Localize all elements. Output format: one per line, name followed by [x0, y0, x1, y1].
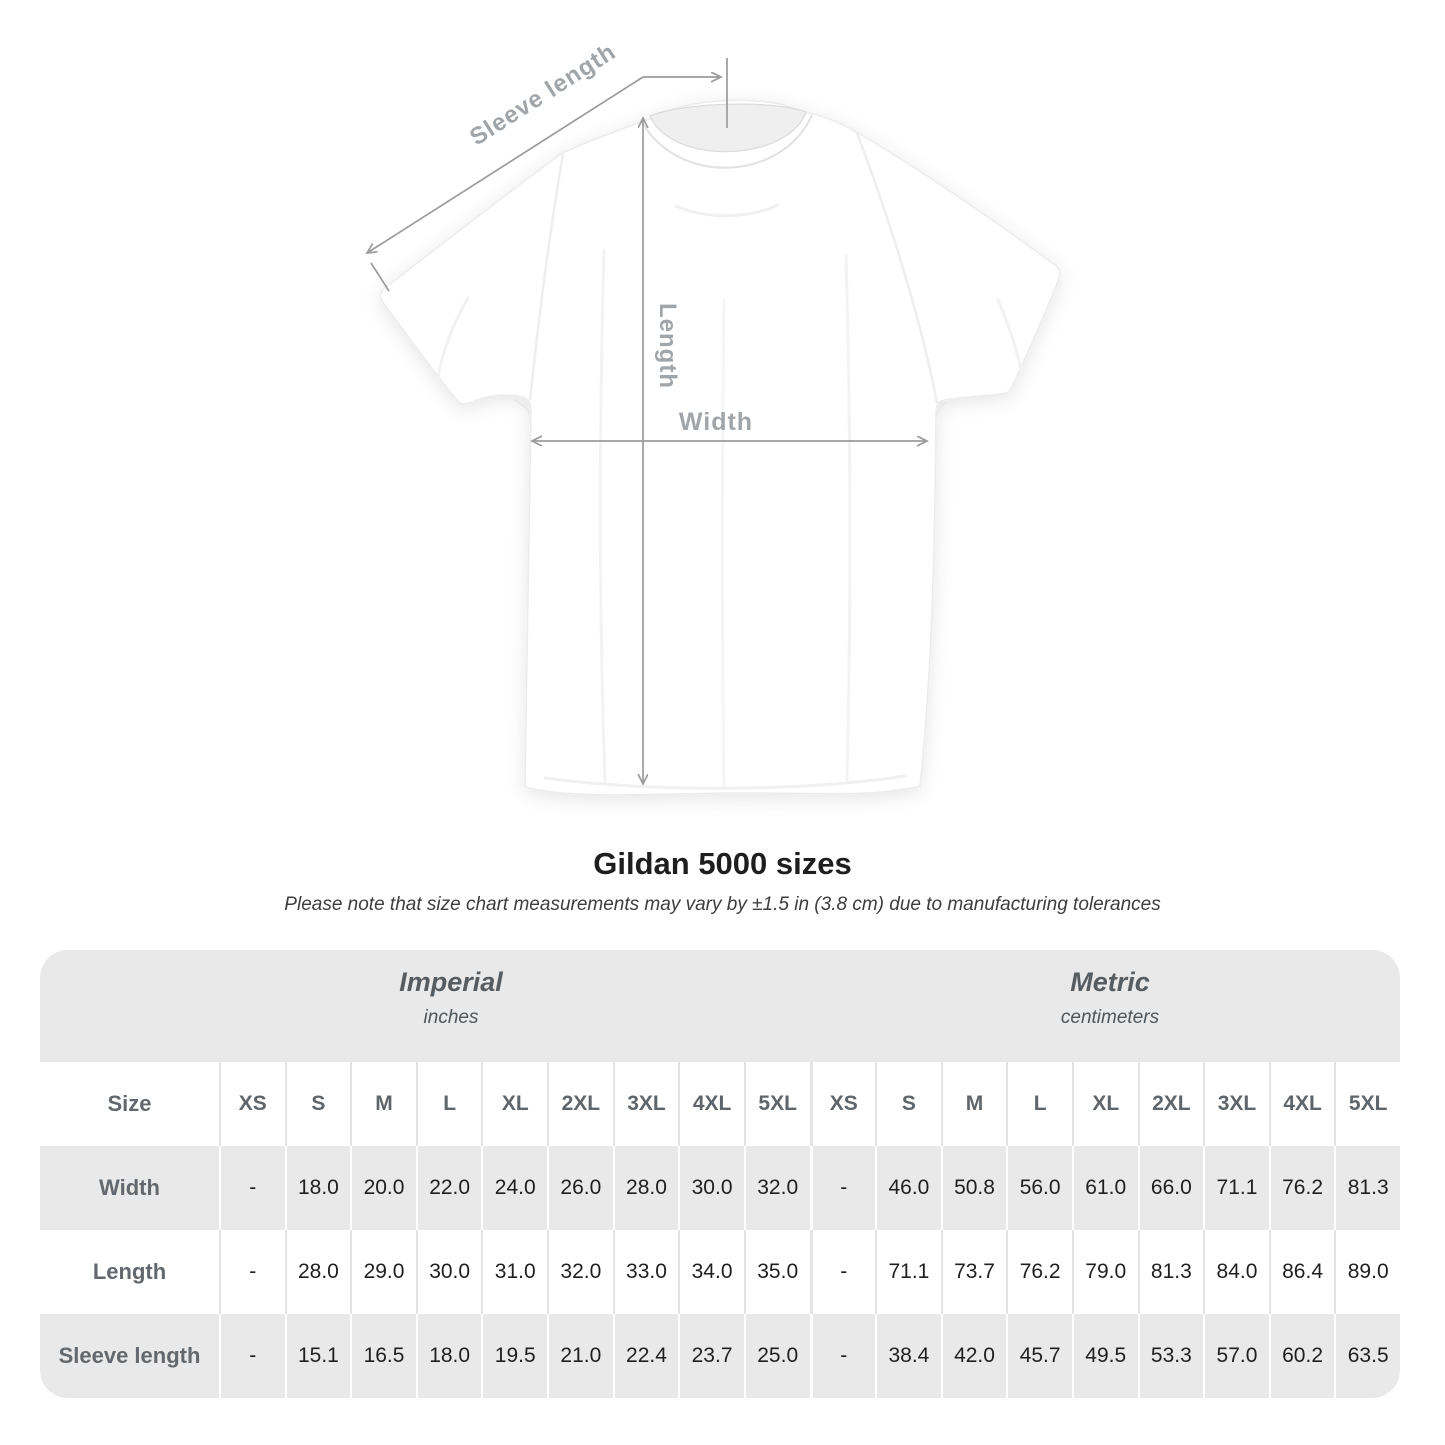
metric-value-cell: 66.0 [1138, 1146, 1204, 1230]
metric-value-cell: - [810, 1146, 876, 1230]
imperial-value-cell: 35.0 [744, 1230, 810, 1314]
imperial-size-header: 5XL [744, 1062, 810, 1146]
metric-value-cell: 81.3 [1138, 1230, 1204, 1314]
imperial-size-header: 3XL [613, 1062, 679, 1146]
imperial-size-header: S [285, 1062, 351, 1146]
imperial-value-cell: 28.0 [613, 1146, 679, 1230]
metric-value-cell: 53.3 [1138, 1314, 1204, 1398]
imperial-size-header: 2XL [547, 1062, 613, 1146]
metric-value-cell: 61.0 [1072, 1146, 1138, 1230]
imperial-value-cell: 22.0 [416, 1146, 482, 1230]
metric-value-cell: 71.1 [1203, 1146, 1269, 1230]
imperial-size-header: L [416, 1062, 482, 1146]
imperial-value-cell: 32.0 [547, 1230, 613, 1314]
row-label: Sleeve length [40, 1314, 219, 1398]
sleeve-end-witness-tick [371, 263, 389, 291]
imperial-size-header: M [350, 1062, 416, 1146]
metric-size-header: L [1006, 1062, 1072, 1146]
tshirt-illustration [381, 100, 1060, 795]
imperial-value-cell: 16.5 [350, 1314, 416, 1398]
row-label: Length [40, 1230, 219, 1314]
imperial-value-cell: - [219, 1146, 285, 1230]
imperial-value-cell: - [219, 1314, 285, 1398]
imperial-value-cell: 30.0 [678, 1146, 744, 1230]
metric-value-cell: 81.3 [1334, 1146, 1400, 1230]
imperial-size-header: XL [481, 1062, 547, 1146]
metric-size-header: 4XL [1269, 1062, 1335, 1146]
metric-size-header: 3XL [1203, 1062, 1269, 1146]
imperial-value-cell: - [219, 1230, 285, 1314]
imperial-size-header: 4XL [678, 1062, 744, 1146]
imperial-value-cell: 32.0 [744, 1146, 810, 1230]
imperial-value-cell: 19.5 [481, 1314, 547, 1398]
metric-section-title: Metric [1070, 967, 1150, 997]
sleeve-length-label: Sleeve length [465, 38, 621, 152]
unit-header-band [40, 950, 1400, 1062]
metric-value-cell: 57.0 [1203, 1314, 1269, 1398]
metric-value-cell: - [810, 1314, 876, 1398]
imperial-value-cell: 33.0 [613, 1230, 679, 1314]
metric-value-cell: 79.0 [1072, 1230, 1138, 1314]
imperial-section-unit: inches [423, 1007, 479, 1028]
metric-value-cell: 76.2 [1006, 1230, 1072, 1314]
metric-value-cell: 63.5 [1334, 1314, 1400, 1398]
imperial-value-cell: 30.0 [416, 1230, 482, 1314]
imperial-value-cell: 26.0 [547, 1146, 613, 1230]
imperial-section-title: Imperial [399, 967, 503, 997]
imperial-value-cell: 18.0 [416, 1314, 482, 1398]
metric-section-header [1061, 967, 1159, 1029]
imperial-value-cell: 29.0 [350, 1230, 416, 1314]
metric-size-header: S [875, 1062, 941, 1146]
length-label: Length [654, 303, 681, 389]
imperial-value-cell: 15.1 [285, 1314, 351, 1398]
metric-size-header: XS [810, 1062, 876, 1146]
imperial-value-cell: 20.0 [350, 1146, 416, 1230]
imperial-value-cell: 28.0 [285, 1230, 351, 1314]
metric-value-cell: 42.0 [941, 1314, 1007, 1398]
imperial-value-cell: 23.7 [678, 1314, 744, 1398]
imperial-value-cell: 18.0 [285, 1146, 351, 1230]
page-subtitle: Please note that size chart measurements may vary by ±1.5 in (3.8 cm) due to manufacturing tolerances [284, 894, 1161, 915]
imperial-value-cell: 21.0 [547, 1314, 613, 1398]
metric-value-cell: 73.7 [941, 1230, 1007, 1314]
metric-value-cell: 46.0 [875, 1146, 941, 1230]
width-label: Width [678, 408, 754, 436]
imperial-value-cell: 22.4 [613, 1314, 679, 1398]
tshirt-body [381, 100, 1060, 795]
metric-value-cell: 60.2 [1269, 1314, 1335, 1398]
metric-value-cell: 76.2 [1269, 1146, 1335, 1230]
metric-value-cell: 71.1 [875, 1230, 941, 1314]
imperial-section-header [399, 967, 503, 1029]
imperial-value-cell: 31.0 [481, 1230, 547, 1314]
metric-value-cell: 38.4 [875, 1314, 941, 1398]
page-title: Gildan 5000 sizes [593, 846, 852, 881]
imperial-size-header: XS [219, 1062, 285, 1146]
metric-value-cell: - [810, 1230, 876, 1314]
imperial-value-cell: 25.0 [744, 1314, 810, 1398]
metric-value-cell: 56.0 [1006, 1146, 1072, 1230]
size-table-grid [40, 1062, 1400, 1398]
metric-value-cell: 49.5 [1072, 1314, 1138, 1398]
metric-value-cell: 50.8 [941, 1146, 1007, 1230]
size-table [40, 950, 1400, 1398]
metric-value-cell: 86.4 [1269, 1230, 1335, 1314]
metric-value-cell: 45.7 [1006, 1314, 1072, 1398]
metric-size-header: 2XL [1138, 1062, 1204, 1146]
metric-value-cell: 84.0 [1203, 1230, 1269, 1314]
metric-size-header: 5XL [1334, 1062, 1400, 1146]
metric-size-header: M [941, 1062, 1007, 1146]
metric-section-unit: centimeters [1060, 1007, 1160, 1028]
metric-value-cell: 89.0 [1334, 1230, 1400, 1314]
row-label: Width [40, 1146, 219, 1230]
metric-size-header: XL [1072, 1062, 1138, 1146]
size-column-header: Size [40, 1062, 219, 1146]
imperial-value-cell: 34.0 [678, 1230, 744, 1314]
imperial-value-cell: 24.0 [481, 1146, 547, 1230]
